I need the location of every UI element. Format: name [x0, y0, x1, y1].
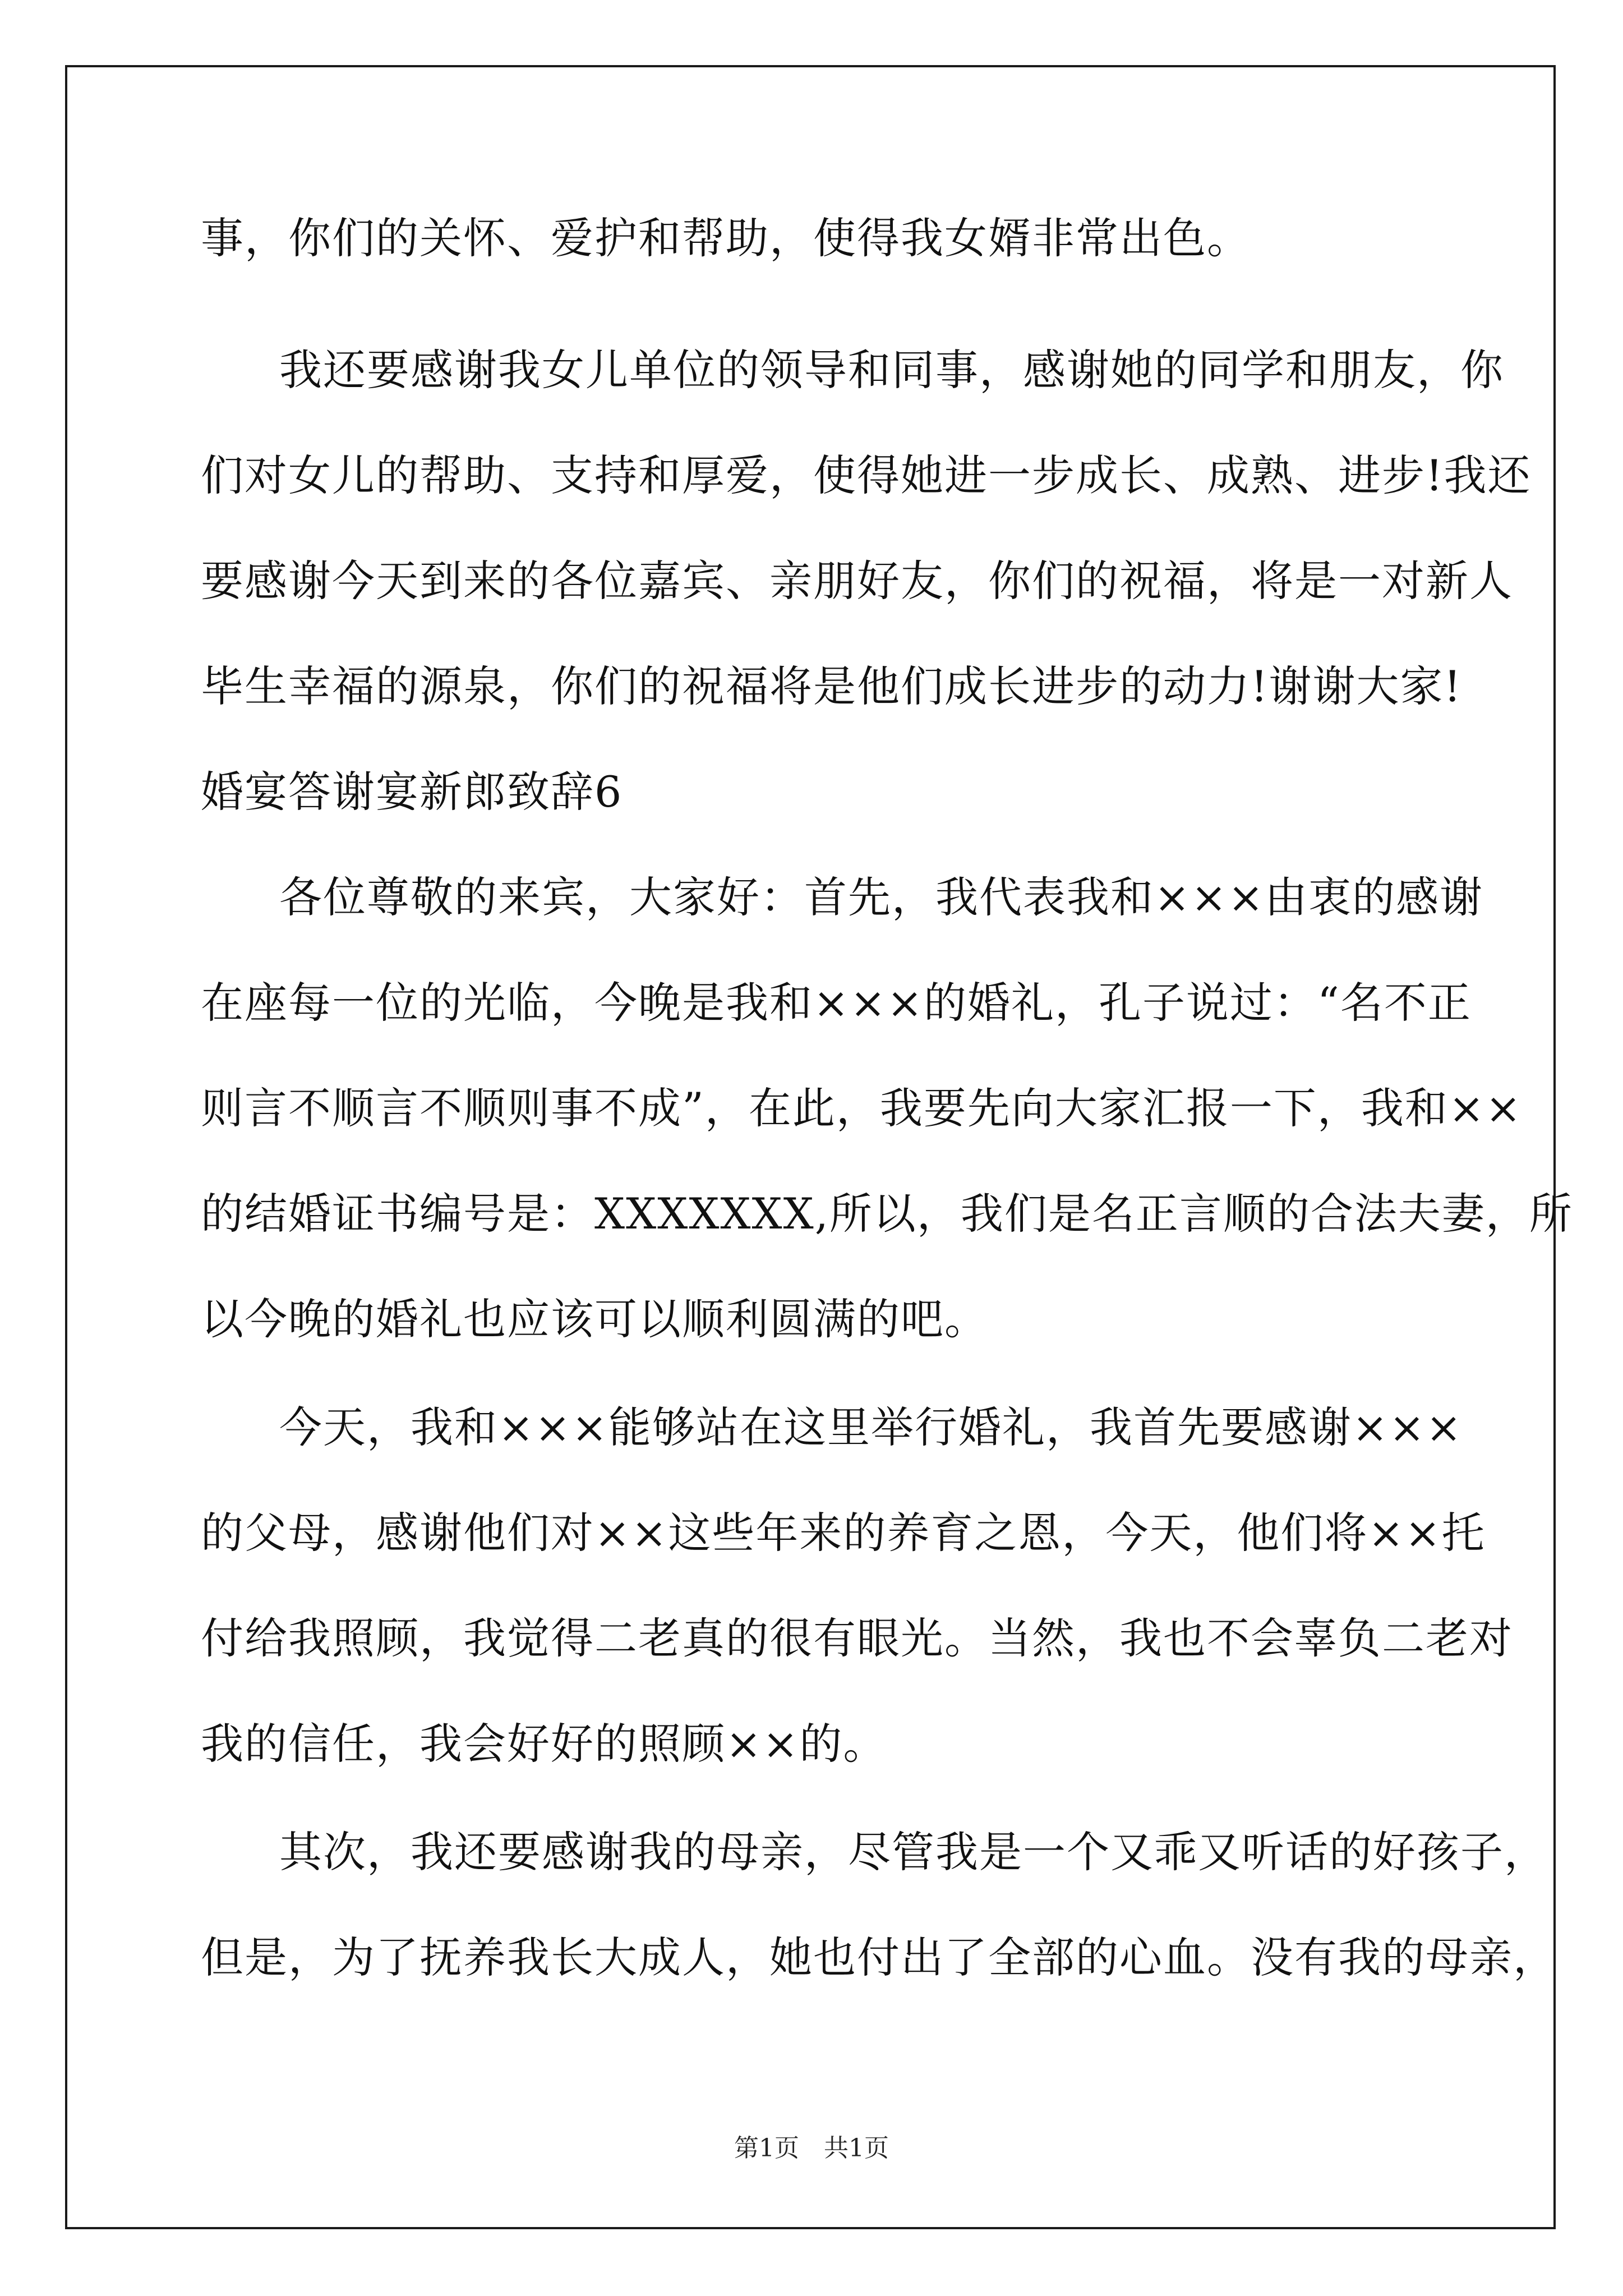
text-line: 但是，为了抚养我长大成人，她也付出了全部的心血。没有我的母亲， [201, 1932, 1557, 1982]
paragraph-start-line: 今天，我和×××能够站在这里举行婚礼，我首先要感谢××× [279, 1402, 1463, 1452]
paragraph-start-line: 我还要感谢我女儿单位的领导和同事，感谢她的同学和朋友，你 [279, 345, 1504, 395]
text-line: 的父母，感谢他们对××这些年来的养育之恩，今天，他们将××托 [201, 1508, 1486, 1558]
text-line: 则言不顺言不顺则事不成”，在此，我要先向大家汇报一下，我和×× [201, 1083, 1523, 1133]
text-line: 毕生幸福的源泉，你们的祝福将是他们成长进步的动力!谢谢大家! [201, 661, 1463, 711]
text-line: 付给我照顾，我觉得二老真的很有眼光。当然，我也不会辜负二老对 [201, 1613, 1513, 1663]
text-line: 的结婚证书编号是：XXXXXXX,所以，我们是名正言顺的合法夫妻，所 [201, 1189, 1573, 1239]
text-line: 在座每一位的光临，今晚是我和×××的婚礼，孔子说过：“名不正 [201, 978, 1472, 1028]
text-line: 事，你们的关怀、爱护和帮助，使得我女婿非常出色。 [201, 213, 1251, 263]
text-line: 以今晚的婚礼也应该可以顺利圆满的吧。 [201, 1294, 988, 1344]
text-line: 们对女儿的帮助、支持和厚爱，使得她进一步成长、成熟、进步!我还 [201, 450, 1532, 500]
paragraph-start-line: 各位尊敬的来宾，大家好：首先，我代表我和×××由衷的感谢 [279, 872, 1484, 922]
page-number-footer: 第1页 共1页 [734, 2134, 889, 2162]
section-heading: 婚宴答谢宴新郎致辞6 [201, 767, 623, 817]
paragraph-start-line: 其次，我还要感谢我的母亲，尽管我是一个又乖又听话的好孩子， [279, 1827, 1548, 1877]
text-line: 要感谢今天到来的各位嘉宾、亲朋好友，你们的祝福，将是一对新人 [201, 556, 1513, 606]
text-line: 我的信任，我会好好的照顾××的。 [201, 1719, 887, 1769]
